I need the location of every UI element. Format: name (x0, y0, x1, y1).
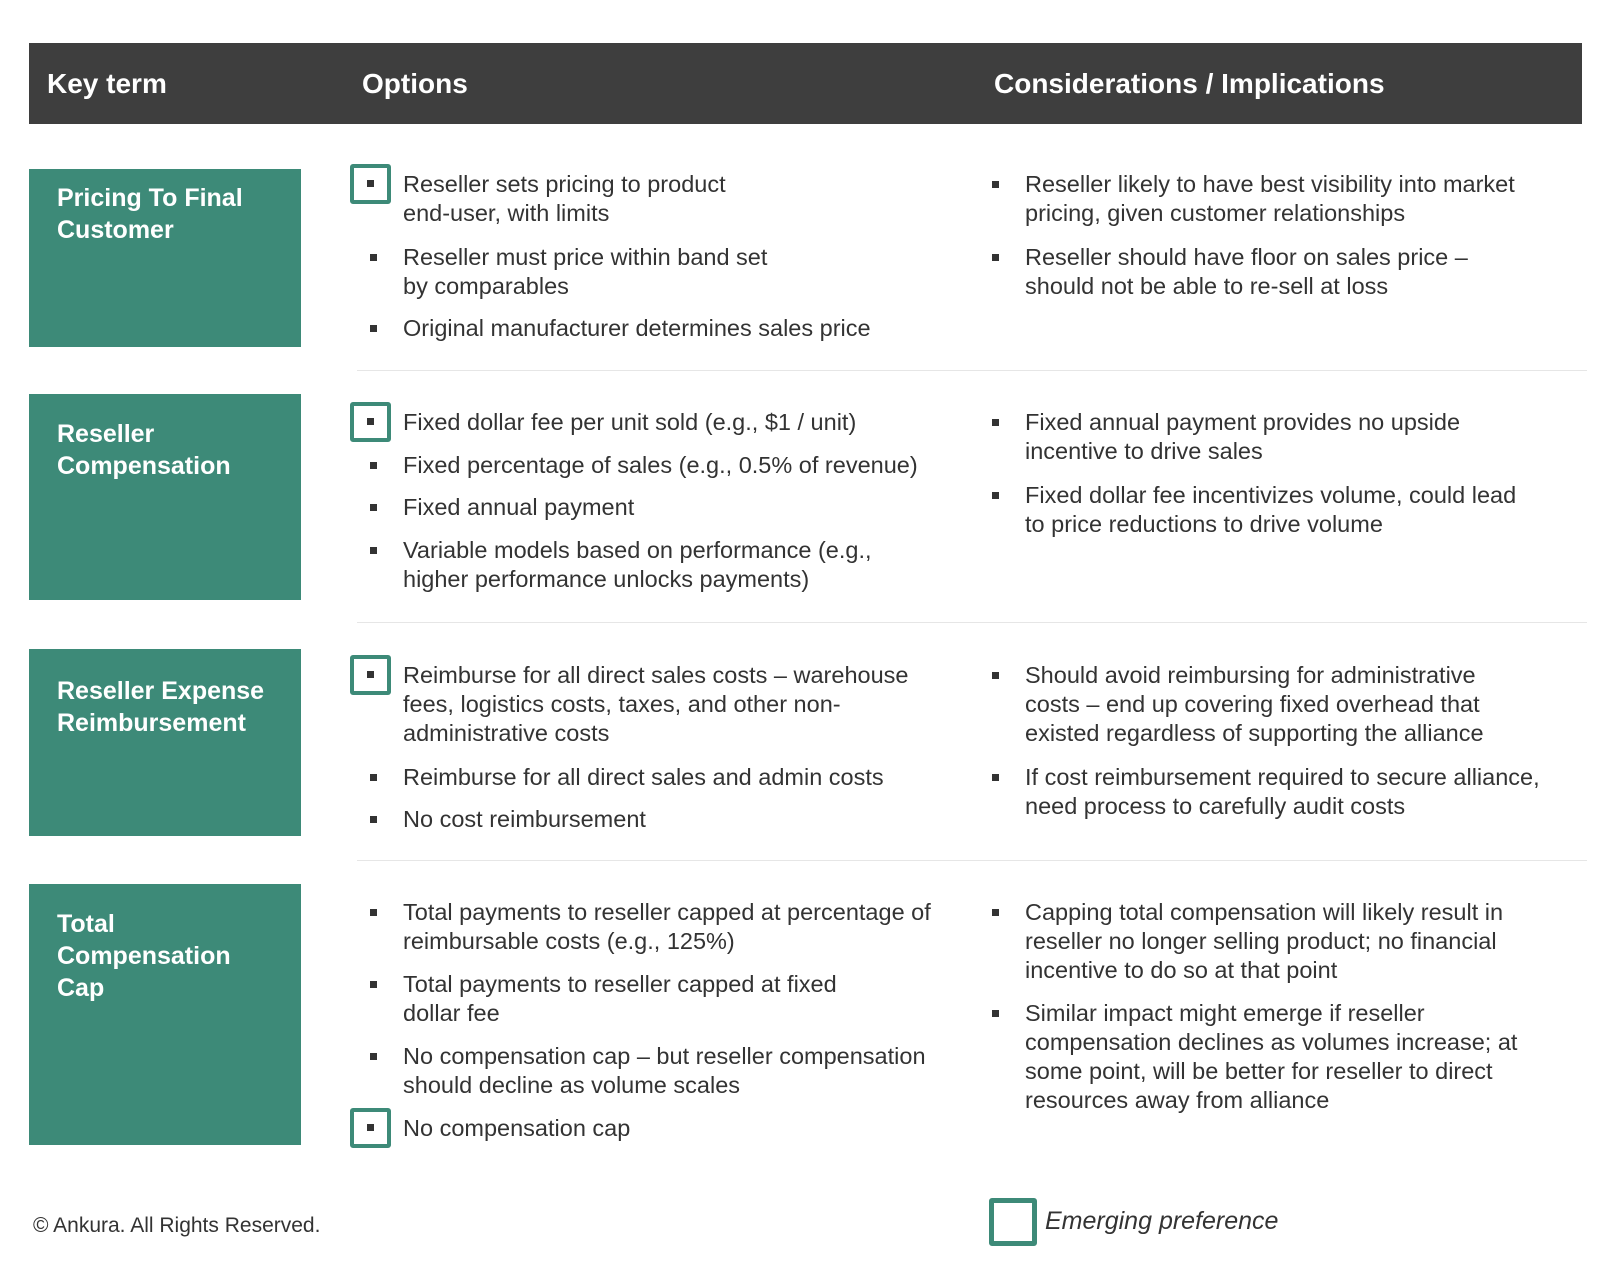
considerations-column (975, 170, 1575, 301)
legend-square-icon (989, 1198, 1037, 1246)
list-item (975, 481, 1575, 539)
list-item (353, 536, 943, 594)
bullet-icon (992, 774, 999, 781)
option-text: Reseller sets pricing to product end-user, with limits (403, 171, 726, 226)
list-item (975, 408, 1575, 466)
bullet-icon (992, 181, 999, 188)
list-item (353, 408, 943, 437)
consideration-text: Should avoid reimbursing for administrative costs – end up covering fixed overhead that existed regardless of supporting the alliance (1025, 662, 1484, 746)
bullet-icon (370, 547, 377, 554)
bullet-icon (370, 325, 377, 332)
consideration-text: Reseller likely to have best visibility into market pricing, given customer relationships (1025, 171, 1515, 226)
consideration-text: Fixed dollar fee incentivizes volume, could lead to price reductions to drive volume (1025, 482, 1517, 537)
option-text: Total payments to reseller capped at fixed dollar fee (403, 971, 837, 1026)
table-header (29, 43, 1582, 124)
term-reseller-expense-reimbursement: Reseller Expense Reimbursement (29, 649, 301, 836)
list-item (353, 1114, 943, 1143)
bullet-icon (370, 504, 377, 511)
list-item (353, 1042, 943, 1100)
option-text: Fixed dollar fee per unit sold (e.g., $1 / unit) (403, 409, 857, 435)
option-text: Original manufacturer determines sales price (403, 315, 871, 341)
list-item (353, 170, 943, 228)
consideration-text: If cost reimbursement required to secure alliance, need process to carefully audit costs (1025, 764, 1540, 819)
option-text: No compensation cap – but reseller compensation should decline as volume scales (403, 1043, 926, 1098)
options-column (353, 170, 943, 343)
header-considerations: Considerations / Implications (994, 68, 1385, 99)
copyright-notice: © Ankura. All Rights Reserved. (33, 1214, 321, 1237)
bullet-icon (992, 909, 999, 916)
list-item (975, 999, 1575, 1115)
bullet-icon (370, 981, 377, 988)
list-item (353, 451, 943, 480)
list-item (353, 493, 943, 522)
row-divider (357, 622, 1587, 623)
row-divider (357, 370, 1587, 371)
considerations-column (975, 408, 1575, 539)
legend-label: Emerging preference (1045, 1207, 1279, 1235)
list-item (353, 805, 943, 834)
list-item (353, 970, 943, 1028)
list-item (975, 661, 1575, 748)
options-column (353, 898, 943, 1143)
options-column (353, 661, 943, 834)
list-item (975, 243, 1575, 301)
header-options: Options (362, 68, 468, 99)
considerations-column (975, 661, 1575, 821)
term-reseller-compensation: Reseller Compensation (29, 394, 301, 600)
list-item (353, 763, 943, 792)
option-text: Reimburse for all direct sales and admin costs (403, 764, 884, 790)
bullet-icon (992, 672, 999, 679)
option-text: No cost reimbursement (403, 806, 646, 832)
preferred-option-marker (350, 1108, 391, 1148)
option-text: Variable models based on performance (e.g., higher performance unlocks payments) (403, 537, 872, 592)
preferred-option-marker (350, 655, 391, 695)
considerations-column (975, 898, 1575, 1115)
list-item (975, 898, 1575, 985)
term-total-compensation-cap: Total Compensation Cap (29, 884, 301, 1145)
bullet-icon (992, 1010, 999, 1017)
bullet-icon (370, 774, 377, 781)
preferred-option-marker (350, 164, 391, 204)
bullet-icon (370, 816, 377, 823)
list-item (353, 898, 943, 956)
option-text: Reseller must price within band set by comparables (403, 244, 768, 299)
bullet-icon (992, 254, 999, 261)
list-item (975, 763, 1575, 821)
list-item (353, 243, 943, 301)
row-divider (357, 860, 1587, 861)
option-text: Fixed percentage of sales (e.g., 0.5% of revenue) (403, 452, 918, 478)
option-text: No compensation cap (403, 1115, 631, 1141)
bullet-icon (370, 909, 377, 916)
bullet-icon (992, 419, 999, 426)
options-column (353, 408, 943, 594)
preferred-option-marker (350, 402, 391, 442)
bullet-icon (370, 254, 377, 261)
option-text: Reimburse for all direct sales costs – warehouse fees, logistics costs, taxes, and other non-administrative costs (403, 662, 909, 746)
option-text: Total payments to reseller capped at percentage of reimbursable costs (e.g., 125%) (403, 899, 931, 954)
consideration-text: Capping total compensation will likely result in reseller no longer selling product; no financial incentive to do so at that point (1025, 899, 1504, 983)
bullet-icon (370, 1053, 377, 1060)
consideration-text: Fixed annual payment provides no upside incentive to drive sales (1025, 409, 1461, 464)
list-item (975, 170, 1575, 228)
bullet-icon (992, 492, 999, 499)
header-key-term: Key term (47, 68, 167, 99)
list-item (353, 314, 943, 343)
consideration-text: Similar impact might emerge if reseller compensation declines as volumes increase; at some point, will be better for reseller to direct resources away from alliance (1025, 1000, 1518, 1113)
option-text: Fixed annual payment (403, 494, 635, 520)
term-pricing-to-final-customer: Pricing To Final Customer (29, 169, 301, 347)
consideration-text: Reseller should have floor on sales price – should not be able to re-sell at loss (1025, 244, 1468, 299)
bullet-icon (370, 462, 377, 469)
list-item (353, 661, 943, 748)
